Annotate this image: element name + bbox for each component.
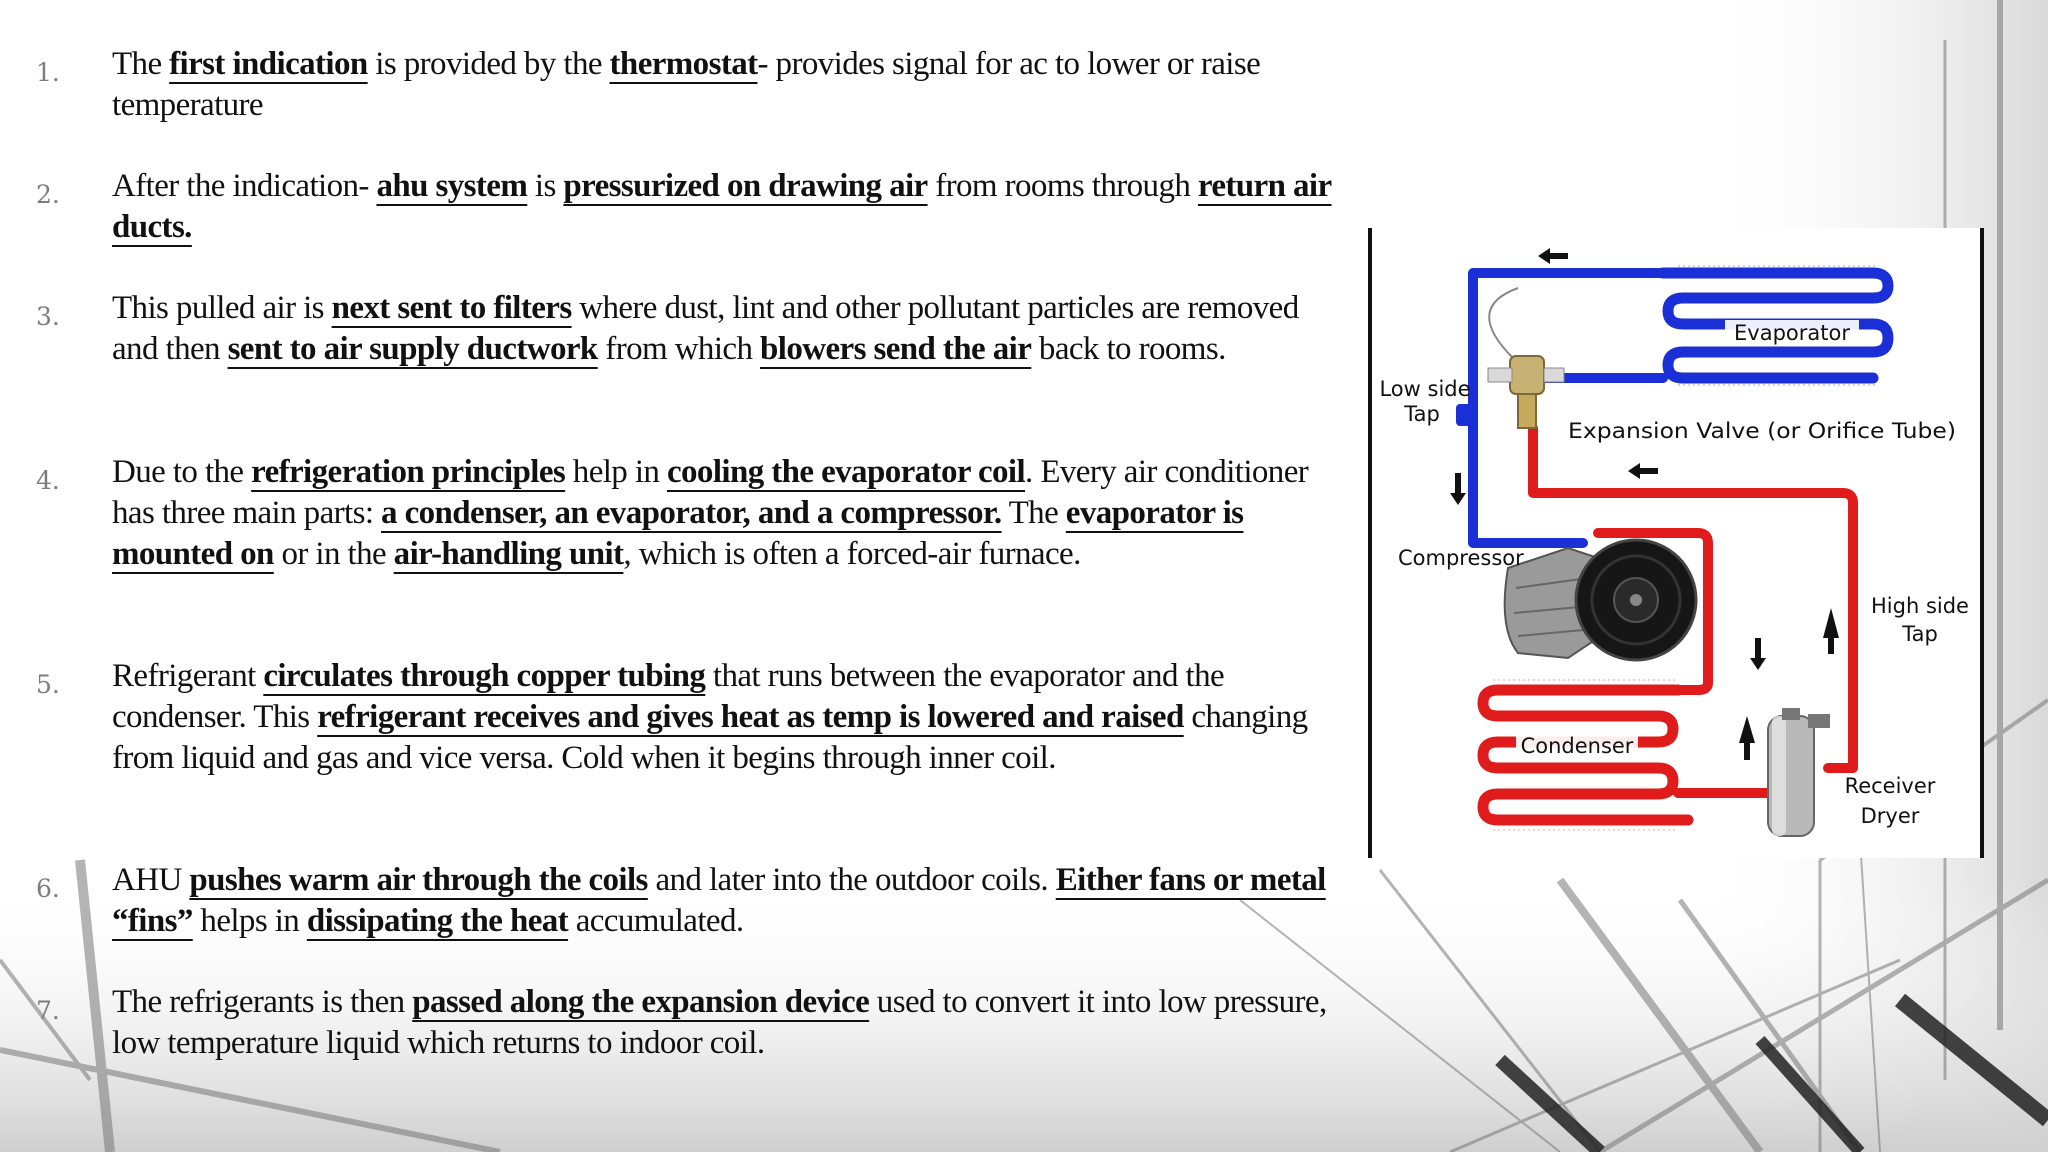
compressor xyxy=(1505,540,1696,660)
list-number: 3. xyxy=(36,302,60,331)
body-text: - provides signal for ac to lower or raise temperature xyxy=(112,46,1261,123)
list-number: 2. xyxy=(36,180,60,209)
body-text: AHU xyxy=(112,862,190,898)
body-text: accumulated. xyxy=(568,903,744,939)
emphasis-text: pressurized on drawing air xyxy=(563,168,928,204)
list-text xyxy=(112,452,1352,575)
emphasis-text: dissipating the heat xyxy=(306,903,569,939)
body-text: from which xyxy=(597,331,761,367)
body-text: is xyxy=(527,168,564,204)
expansion-valve xyxy=(1488,288,1564,428)
list-text xyxy=(112,656,1352,779)
receiver-label-line1: Receiver xyxy=(1844,774,1936,798)
condenser-label: Condenser xyxy=(1520,734,1634,758)
flow-arrow-icon xyxy=(1739,716,1755,760)
body-text: used to convert it into low pressure, low temperature liquid which returns to indoor coil. xyxy=(112,984,1327,1061)
emphasis-text: a condenser, an evaporator, and a compressor. xyxy=(381,495,1002,531)
body-text: help in xyxy=(565,454,667,490)
low-pressure-lines xyxy=(1473,273,1663,543)
body-text: and later into the outdoor coils. xyxy=(647,862,1056,898)
emphasis-text: refrigerant receives and gives heat as temp is lowered and raised xyxy=(317,699,1184,735)
list-number: 7. xyxy=(36,996,60,1025)
list-number: 5. xyxy=(36,670,60,699)
body-text: This pulled air is xyxy=(112,290,332,326)
body-text: from rooms through xyxy=(927,168,1198,204)
list-text xyxy=(112,44,1352,126)
emphasis-text: refrigeration principles xyxy=(251,454,566,490)
high-side-label-line2: Tap xyxy=(1902,622,1938,646)
ac-cycle-diagram xyxy=(1368,228,1984,858)
emphasis-text: circulates through copper tubing xyxy=(263,658,706,694)
flow-arrow-icon xyxy=(1628,463,1658,479)
body-text: The xyxy=(1001,495,1066,531)
high-side-label-line1: High side xyxy=(1871,594,1969,618)
flow-arrow-icon xyxy=(1450,473,1466,505)
body-text: is provided by the xyxy=(367,46,610,82)
emphasis-text: blowers send the air xyxy=(760,331,1032,367)
low-side-label-line1: Low side xyxy=(1379,377,1471,401)
body-text: , which is often a forced-air furnace. xyxy=(623,536,1081,572)
compressor-label: Compressor xyxy=(1398,546,1524,570)
list-text xyxy=(112,166,1352,248)
list-number: 1. xyxy=(36,58,60,87)
diagram-frame-left xyxy=(1368,228,1372,858)
receiver-dryer xyxy=(1768,708,1830,836)
list-number: 4. xyxy=(36,466,60,495)
list-text xyxy=(112,288,1352,370)
emphasis-text: next sent to filters xyxy=(331,290,572,326)
emphasis-text: Either fans or metal “fins” xyxy=(112,862,1326,939)
emphasis-text: air-handling unit xyxy=(393,536,624,572)
body-text: changing from liquid and gas and vice versa. Cold when it begins through inner coil. xyxy=(112,699,1308,776)
body-text: helps in xyxy=(192,903,307,939)
flow-arrow-icon xyxy=(1538,248,1568,264)
emphasis-text: thermostat xyxy=(609,46,758,82)
list-number: 6. xyxy=(36,874,60,903)
body-text: . Every air conditioner has three main parts: xyxy=(112,454,1309,531)
evaporator-label: Evaporator xyxy=(1734,321,1850,345)
receiver-label-line2: Dryer xyxy=(1860,804,1920,828)
body-text: Due to the xyxy=(112,454,252,490)
body-text: where dust, lint and other pollutant particles are removed and then xyxy=(112,290,1299,367)
emphasis-text: evaporator is mounted on xyxy=(112,495,1244,572)
list-text xyxy=(112,982,1352,1064)
emphasis-text: ahu system xyxy=(376,168,528,204)
diagram-frame-right xyxy=(1980,228,1984,858)
list-text xyxy=(112,860,1352,942)
emphasis-text: first indication xyxy=(169,46,368,82)
expansion-valve-label: Expansion Valve (or Orifice Tube) xyxy=(1568,419,1956,443)
low-side-tap xyxy=(1456,404,1474,426)
emphasis-text: sent to air supply ductwork xyxy=(227,331,598,367)
emphasis-text: passed along the expansion device xyxy=(412,984,870,1020)
body-text: Refrigerant xyxy=(112,658,264,694)
low-side-label-line2: Tap xyxy=(1404,402,1440,426)
flow-arrow-icon xyxy=(1750,638,1766,670)
body-text: or in the xyxy=(273,536,394,572)
emphasis-text: cooling the evaporator coil xyxy=(666,454,1026,490)
body-text: After the indication- xyxy=(112,168,377,204)
ac-cycle-svg xyxy=(1368,228,1984,858)
body-text: back to rooms. xyxy=(1031,331,1226,367)
emphasis-text: return air ducts. xyxy=(112,168,1332,245)
body-text: The refrigerants is then xyxy=(112,984,413,1020)
flow-arrow-icon xyxy=(1823,608,1839,654)
body-text: The xyxy=(112,46,170,82)
emphasis-text: pushes warm air through the coils xyxy=(189,862,648,898)
body-text: that runs between the evaporator and the condenser. This xyxy=(112,658,1225,735)
